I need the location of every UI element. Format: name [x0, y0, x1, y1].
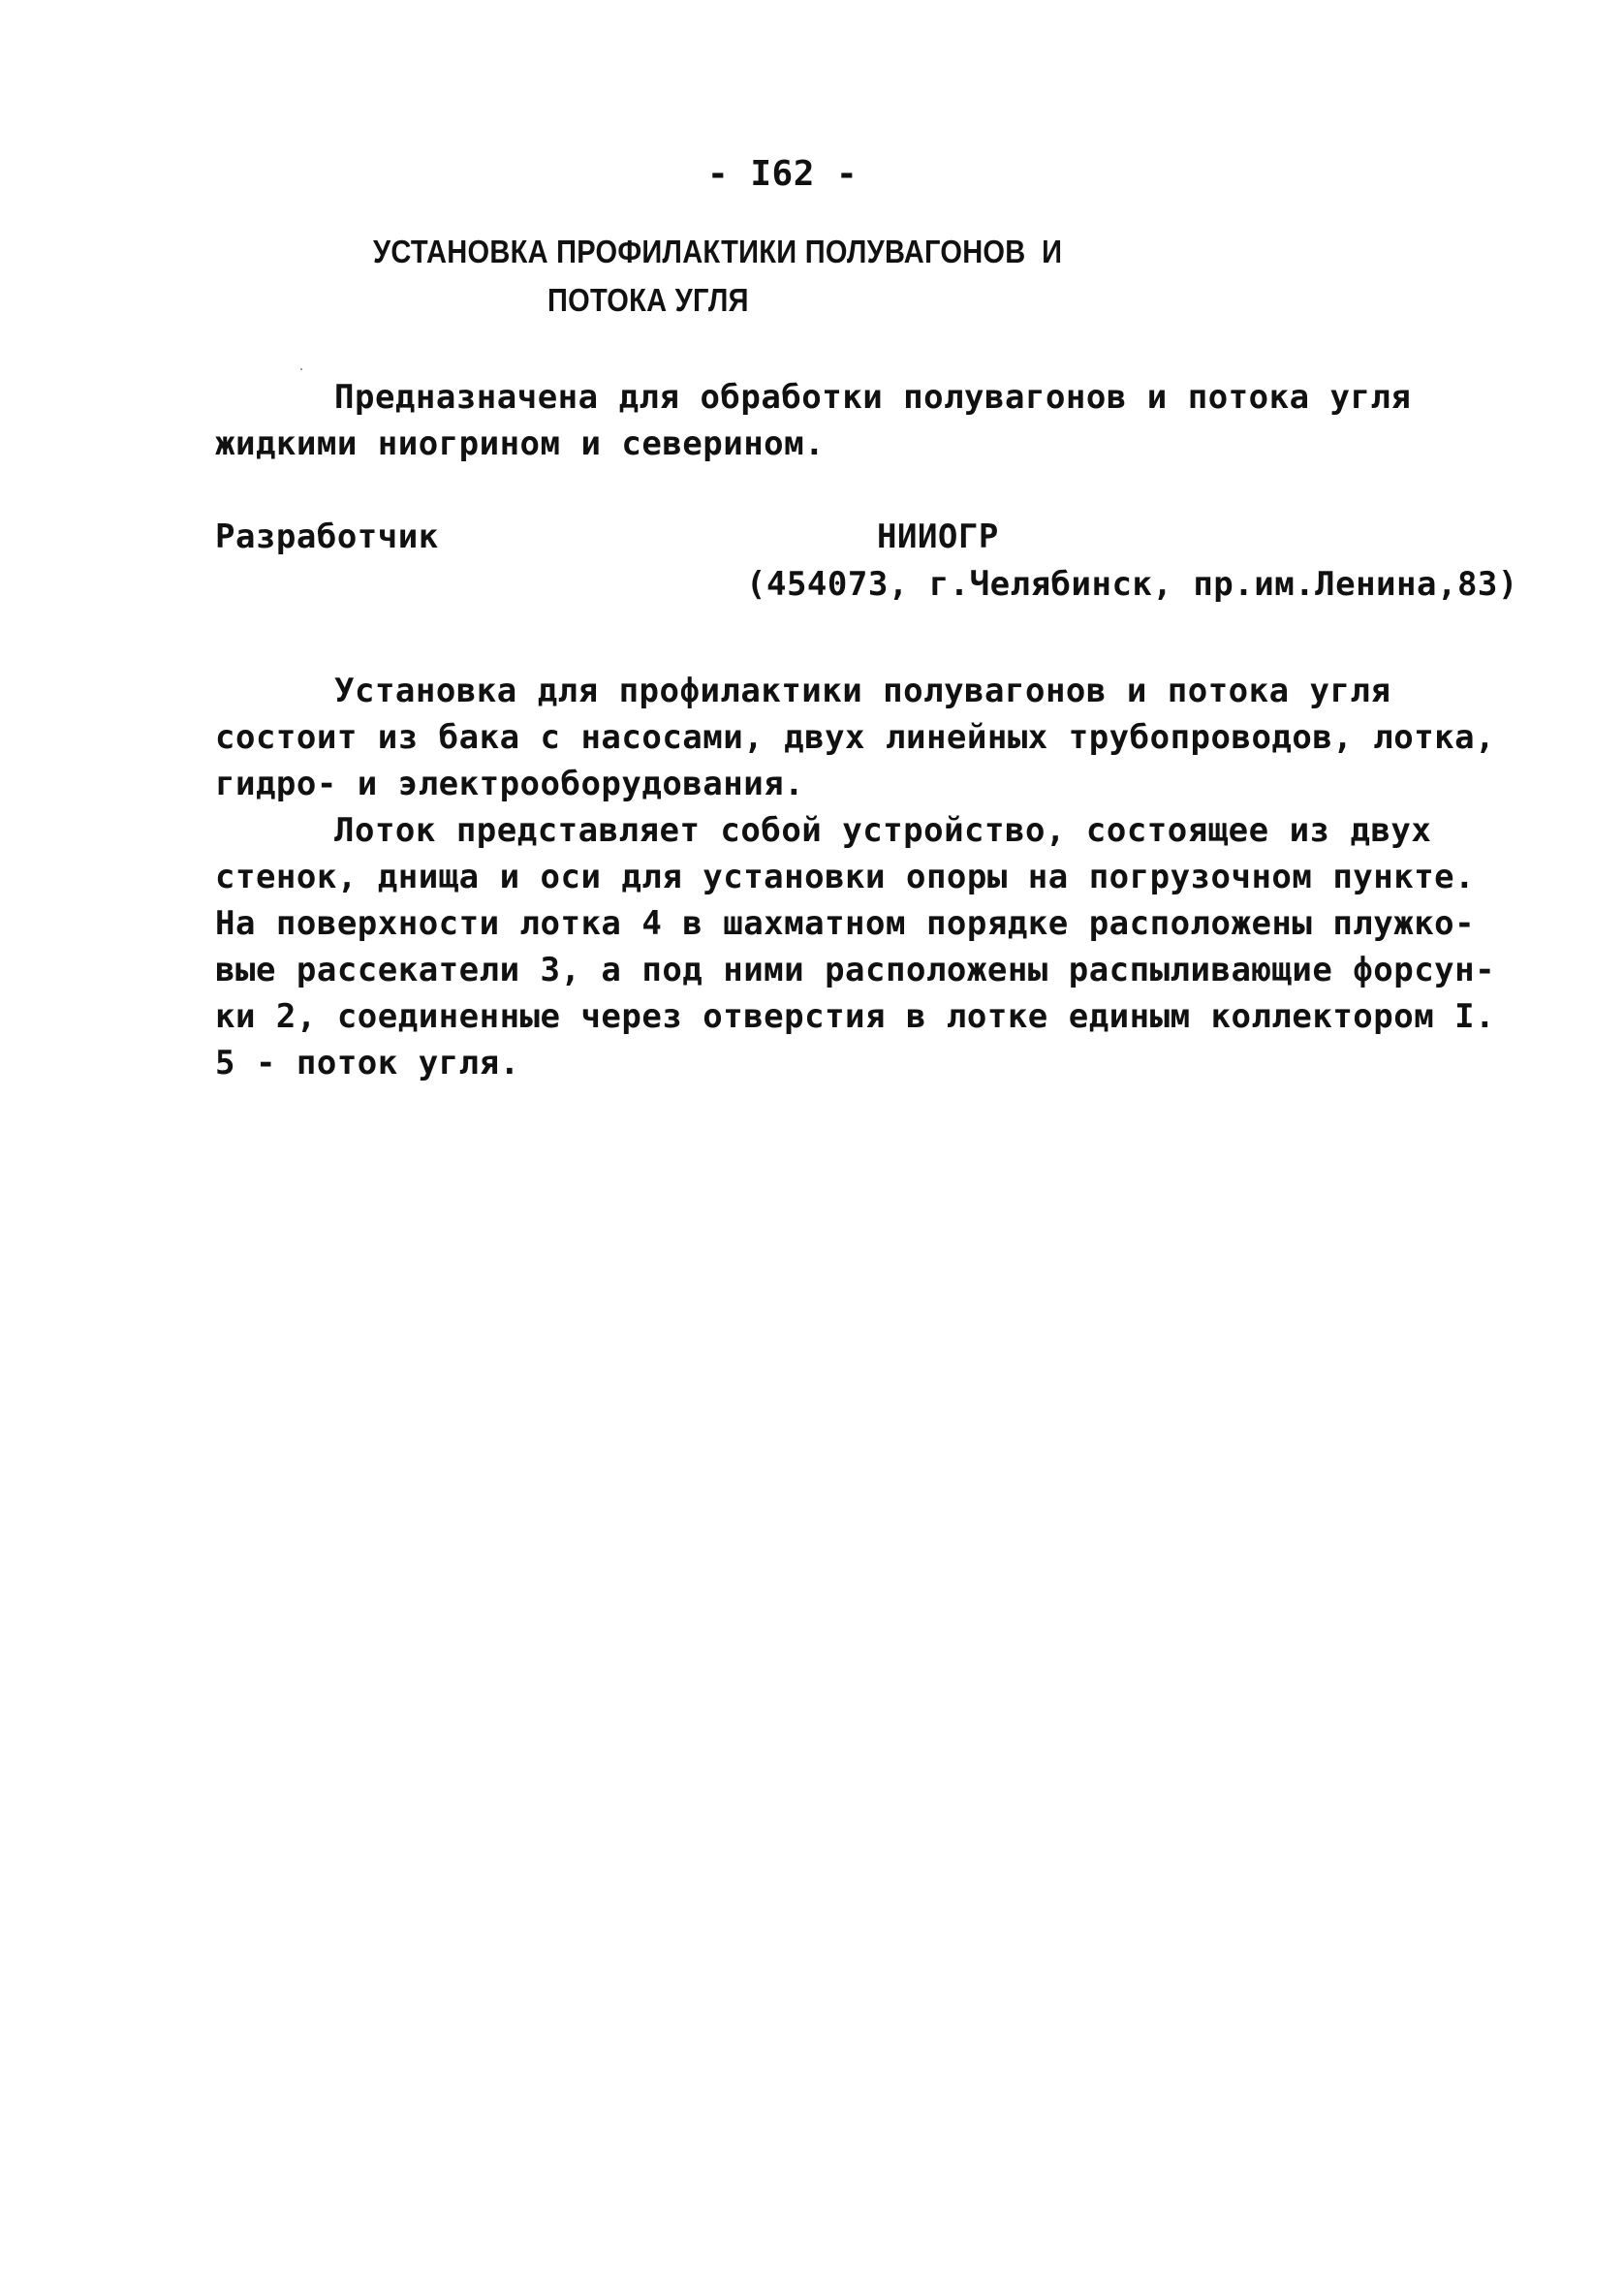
- description-p1-line-2: состоит из бака с насосами, двух линейных трубопроводов, лотка,: [215, 718, 1496, 757]
- page-number: - I62 -: [707, 154, 859, 194]
- developer-address: (454073, г.Челябинск, пр.им.Ленина,83): [746, 565, 1518, 604]
- title-line-1: УСТАНОВКА ПРОФИЛАКТИКИ ПОЛУВАГОНОВ И: [373, 234, 1063, 269]
- description-p2-line-1: Лоток представляет собой устройство, состоящее из двух: [334, 811, 1432, 850]
- description-p2-line-6: 5 - поток угля.: [215, 1044, 520, 1082]
- description-p2-line-5: ки 2, соединенные через отверстия в лотке единым коллектором I.: [215, 997, 1496, 1036]
- title-line-2: ПОТОКА УГЛЯ: [547, 282, 749, 318]
- description-p1-line-3: гидро- и электрооборудования.: [215, 765, 805, 803]
- purpose-line-1: Предназначена для обработки полувагонов и потока угля: [334, 378, 1412, 417]
- scan-speck: [300, 368, 302, 370]
- description-p1-line-1: Установка для профилактики полувагонов и потока угля: [334, 672, 1391, 710]
- description-p2-line-4: вые рассекатели 3, а под ними расположены распыливающие форсун-: [215, 951, 1496, 989]
- developer-org: НИИОГР: [877, 518, 999, 556]
- description-p2-line-2: стенок, днища и оси для установки опоры на погрузочном пункте.: [215, 858, 1476, 896]
- purpose-line-2: жидкими ниогрином и северином.: [215, 424, 826, 463]
- developer-label: Разработчик: [215, 518, 439, 556]
- description-p2-line-3: На поверхности лотка 4 в шахматном порядке расположены плужко-: [215, 904, 1476, 943]
